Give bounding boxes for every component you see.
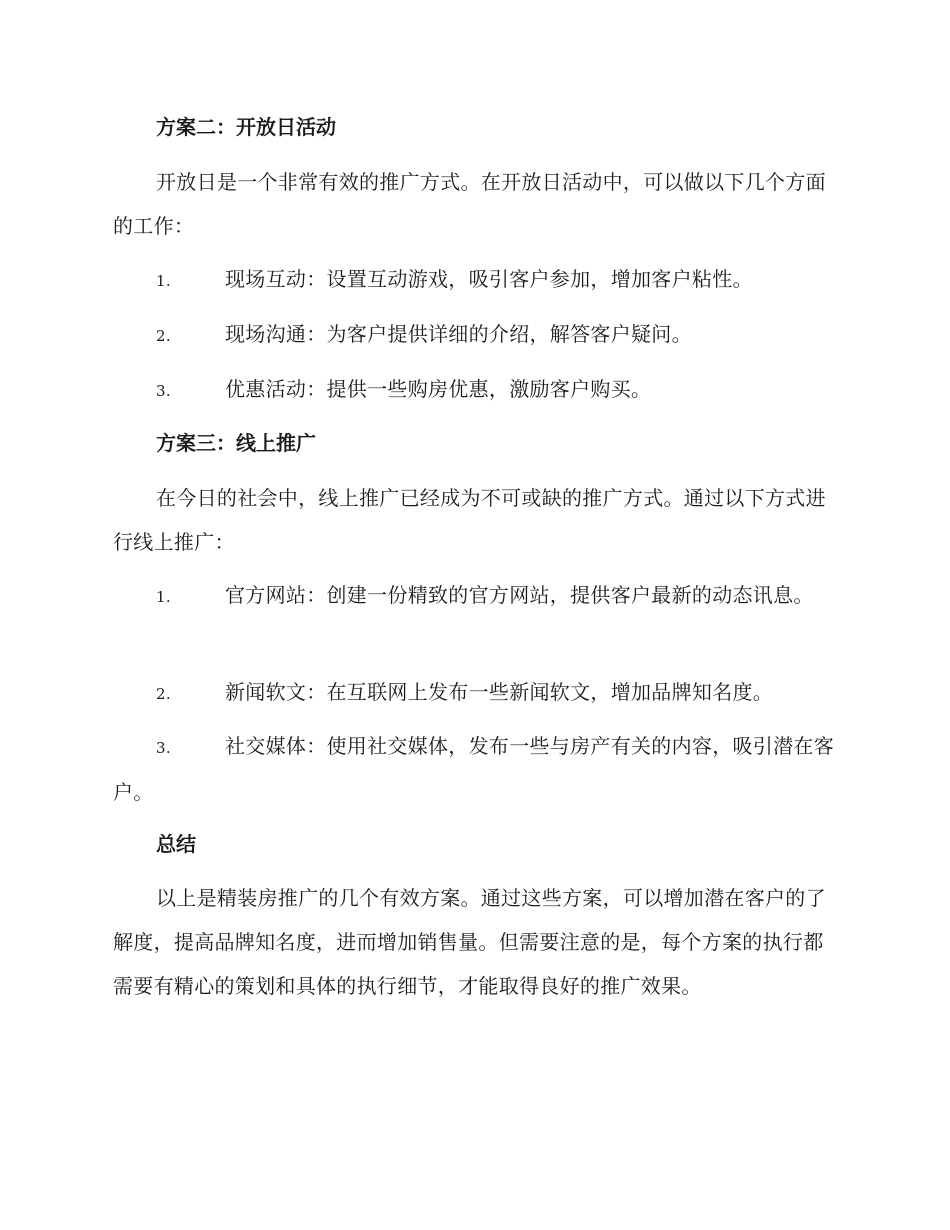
list-item <box>113 312 838 358</box>
list-item <box>113 367 838 413</box>
section-heading-summary: 总结 <box>156 832 196 856</box>
list-item-text: 社交媒体：使用社交媒体，发布一些与房产有关的内容，吸引潜在客户。 <box>113 734 834 804</box>
list-item <box>113 257 838 303</box>
list-item <box>113 573 838 619</box>
list-item <box>113 724 838 814</box>
list-item-number: 3. <box>156 739 171 757</box>
section-intro-open-day: 开放日是一个非常有效的推广方式。在开放日活动中，可以做以下几个方面的工作： <box>113 170 826 238</box>
section-heading-online: 方案三：线上推广 <box>156 431 316 455</box>
list-item-text: 官方网站：创建一份精致的官方网站，提供客户最新的动态讯息。 <box>225 583 814 607</box>
section-summary-paragraph: 以上是精装房推广的几个有效方案。通过这些方案，可以增加潜在客户的了解度，提高品牌知名度，进而增加销售量。但需要注意的是，每个方案的执行都需要有精心的策划和具体的执行细节，才能取得良好的推广效果。 <box>113 886 826 998</box>
list-item-number: 1. <box>156 272 171 290</box>
list-item-text: 现场沟通：为客户提供详细的介绍，解答客户疑问。 <box>225 322 692 346</box>
list-item-number: 3. <box>156 382 171 400</box>
list-item-text: 现场互动：设置互动游戏，吸引客户参加，增加客户粘性。 <box>225 267 753 291</box>
list-item-number: 1. <box>156 588 171 606</box>
list-item-text: 优惠活动：提供一些购房优惠，激励客户购买。 <box>225 377 652 401</box>
section-heading-open-day: 方案二：开放日活动 <box>156 115 336 139</box>
section-intro-online: 在今日的社会中，线上推广已经成为不可或缺的推广方式。通过以下方式进行线上推广： <box>113 486 826 554</box>
list-item-text: 新闻软文：在互联网上发布一些新闻软文，增加品牌知名度。 <box>225 680 774 704</box>
list-item-number: 2. <box>156 685 171 703</box>
list-item <box>113 670 838 716</box>
list-item-number: 2. <box>156 327 171 345</box>
